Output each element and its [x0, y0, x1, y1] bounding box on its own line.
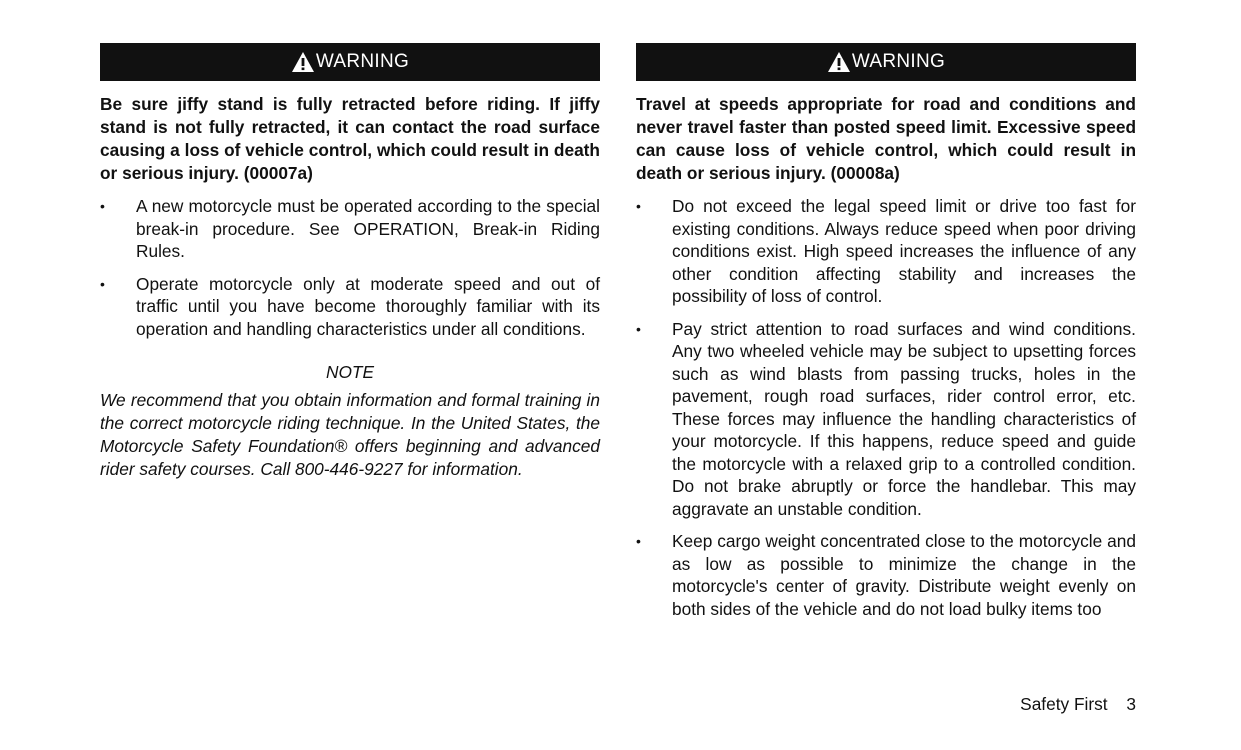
bullet-list — [636, 195, 1136, 620]
warning-banner — [100, 43, 600, 81]
page-number: 3 — [1126, 694, 1136, 714]
list-item-text: Keep cargo weight concentrated close to the motorcycle and as low as possible to minimize the change in the motorcycle's center of gravity. Distribute weight evenly on both sides of the vehicle and do not load bulky items too — [672, 531, 1136, 619]
bullet-marker: • — [636, 320, 641, 337]
list-item — [636, 318, 1136, 521]
bullet-marker: • — [100, 275, 105, 292]
list-item-text: Pay strict attention to road surfaces and wind conditions. Any two wheeled vehicle may be subject to upsetting forces such as wind blasts from passing trucks, holes in the pavement, rough road surfaces, rider control error, etc. These forces may influence the handling characteristics of your motorcycle. If this happens, reduce speed and guide the motorcycle with a relaxed grip to a controlled condition. Do not brake abruptly or force the handlebar. This may aggravate an unstable condition. — [672, 318, 1136, 519]
list-item-text: A new motorcycle must be operated according to the special break-in procedure. See OPERATION, Break-in Riding Rules. — [136, 196, 600, 261]
note-text: We recommend that you obtain information and formal training in the correct motorcycle riding technique. In the United States, the Motorcycle Safety Foundation® offers beginning and advanced rider safety courses. Call 800-446-9227 for information. — [100, 390, 600, 479]
list-item — [636, 195, 1136, 308]
list-item — [100, 195, 600, 263]
warning-banner — [636, 43, 1136, 81]
warning-statement: Travel at speeds appropriate for road and conditions and never travel faster than posted speed limit. Excessive speed can cause loss of vehicle control, which could result in death or serious injury. (00008a) — [636, 94, 1136, 183]
note-title: NOTE — [325, 362, 374, 382]
warning-triangle-icon — [291, 51, 315, 73]
warning-statement: Be sure jiffy stand is fully retracted before riding. If jiffy stand is not fully retracted, it can contact the road surface causing a loss of vehicle control, which could result in death or serious injury. (00007a) — [100, 94, 600, 183]
list-item-text: Do not exceed the legal speed limit or drive too fast for existing conditions. Always reduce speed when poor driving conditions exist. High speed increases the influence of any other condition affecting stability and increases the possibility of loss of control. — [672, 196, 1136, 306]
warning-label: WARNING — [851, 51, 946, 72]
list-item — [636, 530, 1136, 620]
footer-section-label: Safety First — [1020, 694, 1108, 714]
warning-triangle-icon — [827, 51, 851, 73]
bullet-marker: • — [636, 198, 641, 214]
left-column — [100, 43, 600, 481]
list-item — [100, 273, 600, 341]
right-column — [636, 43, 1136, 630]
list-item-text: Operate motorcycle only at moderate speed and out of traffic until you have become thoroughly familiar with its operation and handling characteristics under all conditions. — [136, 273, 600, 339]
bullet-marker: • — [100, 198, 105, 214]
bullet-list — [100, 195, 600, 340]
warning-label: WARNING — [315, 51, 410, 72]
bullet-marker: • — [636, 533, 641, 549]
page-footer — [1020, 694, 1136, 715]
